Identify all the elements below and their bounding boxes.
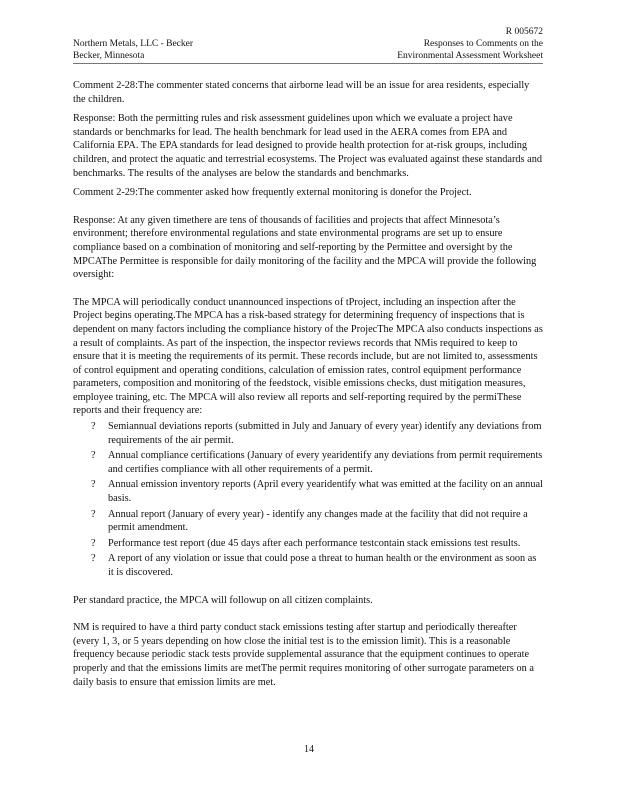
- document-number: R 005672: [505, 27, 543, 37]
- comment-2-28: Comment 2-28:The commenter stated concerns that airborne lead will be an issue for area residents, especially the children.: [73, 80, 530, 105]
- comment-2-29: Comment 2-29:The commenter asked how frequently external monitoring is donefor the Project.: [73, 187, 472, 199]
- stack-testing-paragraph: NM is required to have a third party conduct stack emissions testing after startup and periodically thereafter (every 1, 3, or 5 years depending on how close the initial test is to the emission limit). This is a reasonable frequency because periodic stack tests provide supplemental assurance that the equipment continues to operate properly and that the emissions limits are metThe permit requires monitoring of other surrogate parameters on a daily basis to ensure that emission limits are met.: [73, 622, 534, 688]
- list-item: [73, 478, 543, 505]
- list-item-text: A report of any violation or issue that could pose a threat to human health or the environment as soon as it is discovered.: [108, 553, 537, 578]
- list-item: [73, 508, 543, 535]
- response-2-29: Response: At any given timethere are tens of thousands of facilities and projects that affect Minnesota’s environment; therefore environmental regulations and state environmental programs are set up to ensure compliance based on a combination of monitoring and self-reporting by the Permittee and oversight by the MPCAThe Permittee is responsible for daily monitoring of the facility and the MPCA will provide the following oversight:: [73, 214, 537, 281]
- header-right: [397, 38, 543, 62]
- bullet-icon: ?: [91, 553, 96, 565]
- header-company: Northern Metals, LLC - Becker: [73, 39, 194, 49]
- header-location: Becker, Minnesota: [73, 51, 145, 61]
- header-divider: [73, 63, 543, 64]
- response-2-28: Response: Both the permitting rules and risk assessment guidelines upon which we evaluate a project have standards or benchmarks for lead. The health benchmark for lead used in the AERA comes from EPA and California EPA. The EPA standards for lead designed to provide health protection for at-risk groups, including children, and protect the aquatic and terrestrial ecosystems. The Project was evaluated against these standards and benchmarks. The results of the analyses are below the standards and benchmarks.: [73, 113, 543, 179]
- list-item: [73, 420, 543, 447]
- inspections-paragraph: The MPCA will periodically conduct unannounced inspections of tProject, including an inspection after the Project begins operating.The MPCA has a risk-based strategy for determining frequency of inspections that is dependent on many factors including the compliance history of the ProjecThe MPCA also conducts inspections as a result of complaints. As part of the inspection, the inspector reviews records that NMis required to keep to ensure that it is meeting the requirements of its permit. These records include, but are not limited to, assessments of control equipment and operating conditions, calculation of emission rates, control equipment performance parameters, composition and monitoring of the feedstock, visible emissions checks, dust mitigation measures, employee training, etc. The MPCA will also review all reports and self-reporting required by the permiThese reports and their frequency are:: [73, 296, 543, 417]
- bullet-icon: ?: [91, 537, 96, 549]
- list-item-text: Annual report (January of every year) - identify any changes made at the facility that did not require a permit amendment.: [108, 508, 528, 534]
- list-item: [73, 449, 543, 476]
- bullet-icon: ?: [91, 450, 96, 462]
- bullet-icon: ?: [91, 508, 96, 520]
- bullet-icon: ?: [91, 479, 96, 491]
- list-item-text: Annual emission inventory reports (April every yearidentify what was emitted at the facility on an annual basis.: [108, 479, 543, 505]
- list-item-text: Annual compliance certifications (January of every yearidentify any deviations from permit requirements and certifies compliance with all other requirements of a permit.: [108, 450, 543, 475]
- page-number: 14: [304, 744, 314, 755]
- list-item-text: Semiannual deviations reports (submitted in July and January of every year) identify any deviations from requirements of the air permit.: [108, 421, 542, 446]
- list-item: [73, 552, 543, 579]
- header-doc-title-1: Responses to Comments on the: [423, 39, 543, 49]
- reports-list: [73, 420, 543, 580]
- header-left: [73, 38, 193, 62]
- document-body: [73, 79, 543, 695]
- header-doc-title-2: Environmental Assessment Worksheet: [397, 51, 543, 61]
- bullet-icon: ?: [91, 421, 96, 433]
- followup-paragraph: Per standard practice, the MPCA will followup on all citizen complaints.: [73, 594, 373, 606]
- list-item-text: Performance test report (due 45 days after each performance testcontain stack emissions test results.: [108, 537, 521, 549]
- list-item: [73, 537, 543, 551]
